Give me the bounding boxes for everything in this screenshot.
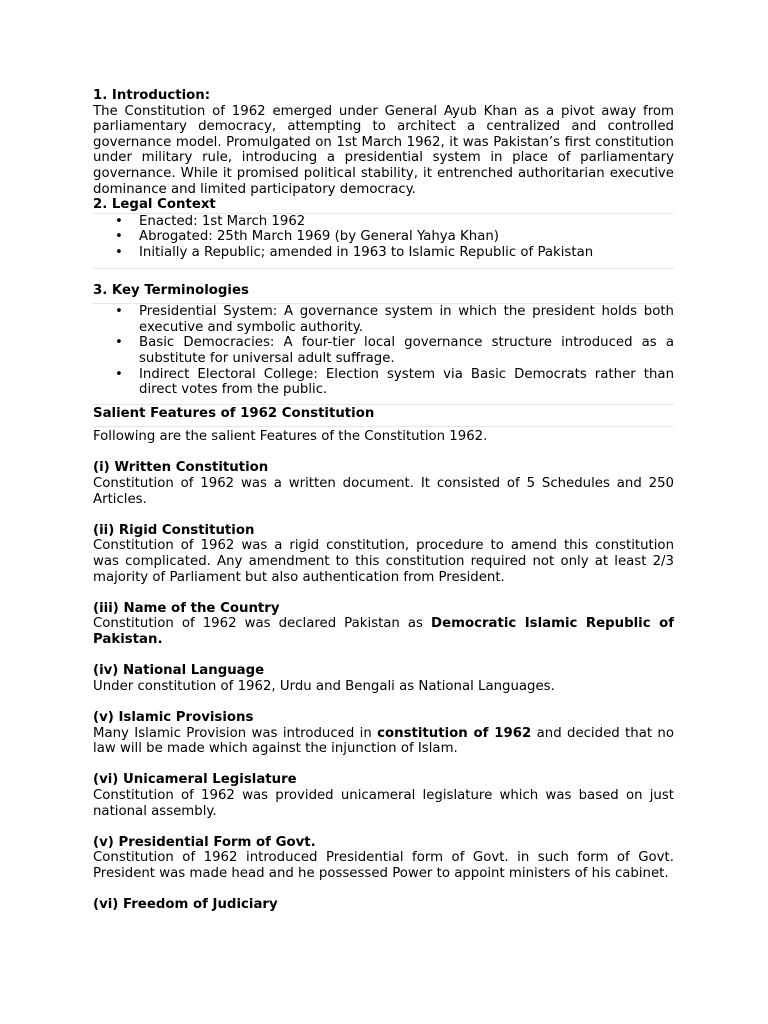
salient-intro: Following are the salient Features of the Constitution 1962. xyxy=(93,429,488,445)
list-item: • Presidential System: A governance system in which the president holds both executive and symbolic authority. xyxy=(93,304,674,335)
list-item: • Basic Democracies: A four-tier local governance structure introduced as a substitute for universal adult suffrage. xyxy=(93,335,674,366)
list-item: • Indirect Electoral College: Election system via Basic Democrats rather than direct votes from the public. xyxy=(93,367,674,398)
feature-heading: (iv) National Language xyxy=(93,663,265,679)
feature-body-text: and decided that no law will be made which against the injunction of Islam. xyxy=(93,725,674,757)
feature-heading: (i) Written Constitution xyxy=(93,460,269,476)
legal-context-heading: 2. Legal Context xyxy=(93,197,216,213)
list-item: • Abrogated: 25th March 1969 (by General Yahya Khan) xyxy=(93,229,674,245)
feature-heading: (v) Presidential Form of Govt. xyxy=(93,834,316,850)
feature-body-text: Constitution of 1962 was declared Pakistan as xyxy=(93,616,432,632)
feature-body: Constitution of 1962 introduced Presidential form of Govt. in such form of Govt. President was made head and he possessed Power to appoint ministers of his cabinet. xyxy=(93,850,674,881)
terminologies-heading: 3. Key Terminologies xyxy=(93,282,249,298)
intro-body: The Constitution of 1962 emerged under General Ayub Khan as a pivot away from parliamentary democracy, attempting to architect a centralized and controlled governance model. Promulgated on 1st March 1962, it was Pakistan’s first constitution under military rule, introducing a presidential system in place of parliamentary governance. While it promised political stability, it entrenched authoritarian executive dominance and limited participatory democracy. xyxy=(93,103,674,197)
feature-body: Constitution of 1962 was provided unicameral legislature which was based on just national assembly. xyxy=(93,787,674,819)
feature-body: Constitution of 1962 was a rigid constitution, procedure to amend this constitution was complicated. Any amendment to this constitution required not only at least 2/3 majority of Parliament but also authentication from President. xyxy=(93,538,674,585)
feature-body xyxy=(93,726,674,757)
divider xyxy=(93,404,674,405)
feature-body: Under constitution of 1962, Urdu and Bengali as National Languages. xyxy=(93,678,555,694)
feature-body-text: Many Islamic Provision was introduced in xyxy=(93,725,378,741)
feature-heading: (vi) Unicameral Legislature xyxy=(93,772,297,788)
feature-heading: (iii) Name of the Country xyxy=(93,600,280,616)
feature-heading: (ii) Rigid Constitution xyxy=(93,522,255,538)
salient-heading: Salient Features of 1962 Constitution xyxy=(93,405,375,421)
list-item: • Initially a Republic; amended in 1963 to Islamic Republic of Pakistan xyxy=(93,245,674,261)
feature-body-bold: Democratic Islamic Republic of Pakistan. xyxy=(93,616,674,647)
intro-heading: 1. Introduction: xyxy=(93,88,211,103)
feature-body-bold: constitution of 1962 xyxy=(377,725,532,741)
legal-context-list xyxy=(93,214,674,261)
feature-body xyxy=(93,616,674,647)
list-item: • Enacted: 1st March 1962 xyxy=(93,214,674,230)
feature-body: Constitution of 1962 was a written document. It consisted of 5 Schedules and 250 Articles. xyxy=(93,476,674,507)
document-page xyxy=(93,88,674,913)
terminologies-list xyxy=(93,304,674,398)
feature-heading: (v) Islamic Provisions xyxy=(93,709,254,725)
divider xyxy=(93,426,674,427)
feature-heading: (vi) Freedom of Judiciary xyxy=(93,897,278,913)
